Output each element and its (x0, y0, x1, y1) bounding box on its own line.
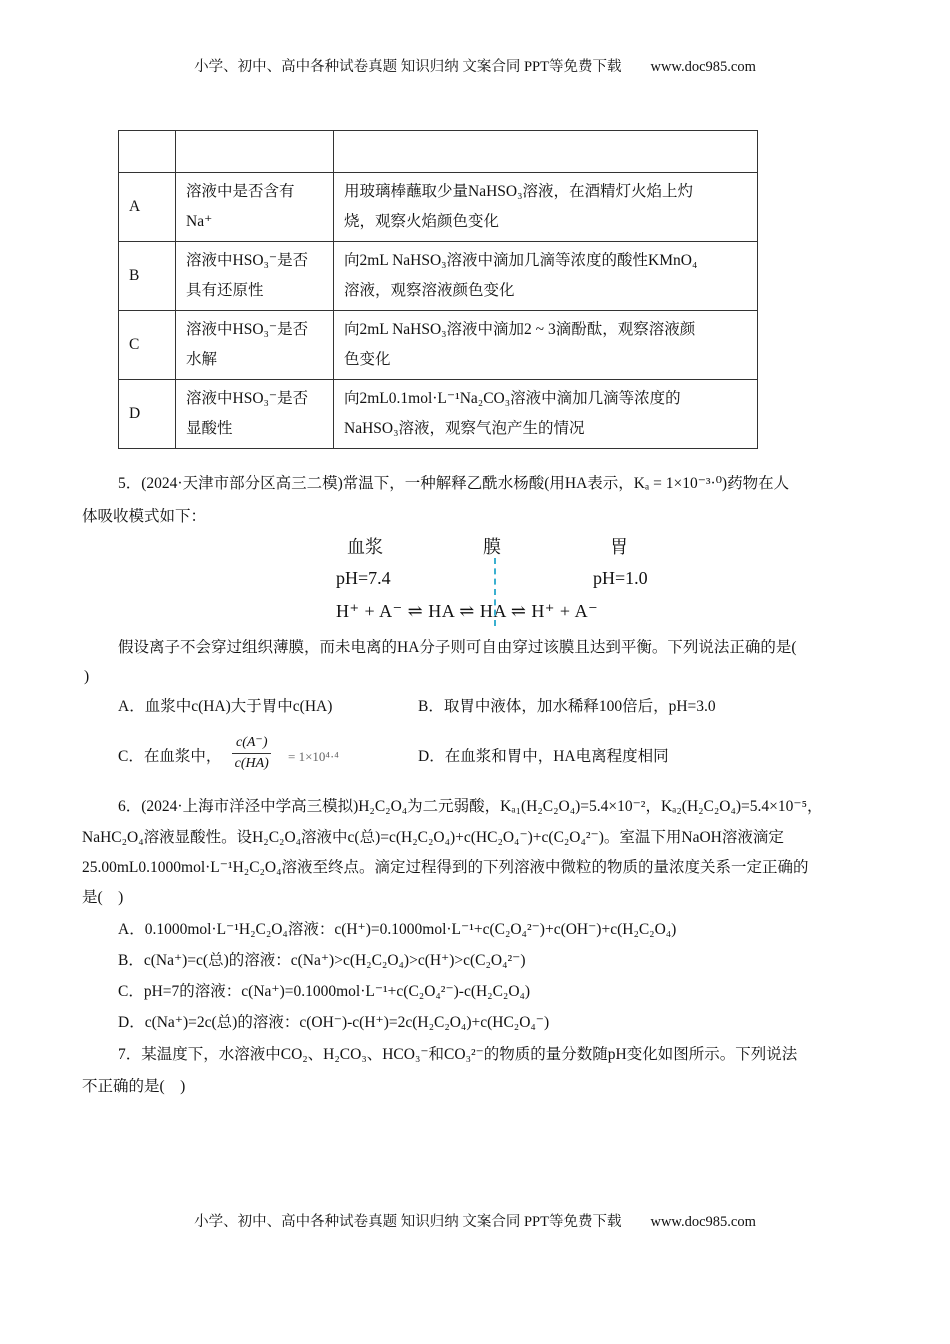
table-header-row (119, 131, 758, 173)
table-row (119, 173, 758, 242)
page-header (0, 57, 950, 77)
method-cell (334, 242, 758, 311)
q6-stem-line: 6．(2024·上海市洋泾中学高三模拟)H₂C₂O₄为二元弱酸，Kₐ₁(H₂C₂O₄)=5.4×10⁻²，Kₐ₂(H₂C₂O₄)=5.4×10⁻⁵， (118, 798, 823, 815)
table-row (119, 380, 758, 449)
q5-question: 假设离子不会穿过组织薄膜，而未电离的HA分子则可自由穿过该膜且达到平衡。下列说法正确的是( (118, 639, 797, 656)
q5-question: ) (84, 668, 90, 685)
table-row (119, 311, 758, 380)
q5-option-d: D．在血浆和胃中，HA电离程度相同 (418, 748, 669, 765)
footer-site: www.doc985.com (650, 1214, 756, 1230)
cell-line: 向2mL0.1mol·L⁻¹Na₂CO₃溶液中滴加几滴等浓度的 (344, 390, 681, 407)
diagram-stomach-ph: pH=1.0 (593, 568, 648, 588)
cell-line: 向2mL NaHSO₃溶液中滴加几滴等浓度的酸性KMnO₄ (344, 252, 698, 269)
purpose-cell (176, 242, 334, 311)
diagram-stomach-label: 胃 (610, 537, 628, 557)
experiment-table (118, 130, 758, 449)
cell-line: 色变化 (344, 351, 391, 368)
q5-stem-line: 体吸收模式如下： (82, 508, 207, 525)
row-label: A (119, 173, 176, 242)
fraction-denominator: c(HA) (234, 756, 269, 771)
q6-option-d: D．c(Na⁺)=2c(总)的溶液：c(OH⁻)-c(H⁺)=2c(H₂C₂O₄)+c(HC₂O₄⁻) (118, 1014, 550, 1031)
purpose-cell (176, 173, 334, 242)
method-cell (334, 173, 758, 242)
row-label: C (119, 311, 176, 380)
fraction-numerator: c(A⁻) (232, 733, 271, 754)
membrane-dashed-line (494, 558, 496, 626)
cell-line: 烧，观察火焰颜色变化 (344, 213, 500, 230)
q5-option-c: C．在血浆中， (118, 748, 222, 765)
cell-line: 水解 (186, 351, 218, 368)
q5-option-c-value: = 1×10⁴·⁴ (288, 749, 339, 764)
q7-stem-line: 不正确的是( ) (82, 1078, 186, 1095)
cell-line: 溶液中HSO₃⁻是否 (186, 321, 309, 338)
diagram-equilibrium: H⁺ + A⁻ ⇌ HA ⇌ HA ⇌ H⁺ + A⁻ (336, 601, 599, 621)
method-cell (334, 380, 758, 449)
q6-option-a: A．0.1000mol·L⁻¹H₂C₂O₄溶液：c(H⁺)=0.1000mol·L⁻¹+c(C₂O₄²⁻)+c(OH⁻)+c(H₂C₂O₄) (118, 921, 677, 938)
cell-line: 具有还原性 (186, 282, 264, 299)
table-row (119, 242, 758, 311)
page-footer (0, 1212, 950, 1232)
cell-line: 显酸性 (186, 420, 233, 437)
table-cell (119, 131, 176, 173)
header-site: www.doc985.com (650, 59, 756, 75)
row-label: D (119, 380, 176, 449)
q5-option-a: A．血浆中c(HA)大于胃中c(HA) (118, 698, 333, 715)
cell-line: 溶液中HSO₃⁻是否 (186, 252, 309, 269)
diagram-membrane-label: 膜 (483, 537, 501, 557)
q6-stem-line: 25.00mL0.1000mol·L⁻¹H₂C₂O₄溶液至终点。滴定过程得到的下列溶液中微粒的物质的量浓度关系一定正确的 (82, 859, 809, 876)
q6-stem-line: 是( ) (82, 889, 124, 906)
method-cell (334, 311, 758, 380)
table-cell (176, 131, 334, 173)
q6-option-b: B．c(Na⁺)=c(总)的溶液：c(Na⁺)>c(H₂C₂O₄)>c(H⁺)>c(C₂O₄²⁻) (118, 952, 526, 969)
cell-line: Na⁺ (186, 213, 213, 230)
header-text: 小学、初中、高中各种试卷真题 知识归纳 文案合同 PPT等免费下载 (194, 59, 622, 75)
q6-option-c: C．pH=7的溶液：c(Na⁺)=0.1000mol·L⁻¹+c(C₂O₄²⁻)-c(H₂C₂O₄) (118, 983, 531, 1000)
cell-line: 用玻璃棒蘸取少量NaHSO₃溶液，在酒精灯火焰上灼 (344, 183, 693, 200)
q5-option-c-fraction (232, 733, 271, 774)
q5-option-b: B．取胃中液体，加水稀释100倍后，pH=3.0 (418, 698, 716, 715)
q7-stem-line: 7．某温度下，水溶液中CO₂、H₂CO₃、HCO₃⁻和CO₃²⁻的物质的量分数随pH变化如图所示。下列说法 (118, 1046, 798, 1063)
cell-line: 溶液中HSO₃⁻是否 (186, 390, 309, 407)
purpose-cell (176, 380, 334, 449)
q6-stem-line: NaHC₂O₄溶液显酸性。设H₂C₂O₄溶液中c(总)=c(H₂C₂O₄)+c(HC₂O₄⁻)+c(C₂O₄²⁻)。室温下用NaOH溶液滴定 (82, 829, 784, 846)
diagram-plasma-label: 血浆 (347, 537, 383, 557)
footer-text: 小学、初中、高中各种试卷真题 知识归纳 文案合同 PPT等免费下载 (194, 1214, 622, 1230)
cell-line: NaHSO₃溶液，观察气泡产生的情况 (344, 420, 585, 437)
cell-line: 向2mL NaHSO₃溶液中滴加2 ~ 3滴酚酞，观察溶液颜 (344, 321, 696, 338)
diagram-plasma-ph: pH=7.4 (336, 568, 391, 588)
table-cell (334, 131, 758, 173)
purpose-cell (176, 311, 334, 380)
cell-line: 溶液中是否含有 (186, 183, 295, 200)
row-label: B (119, 242, 176, 311)
cell-line: 溶液，观察溶液颜色变化 (344, 282, 515, 299)
q5-stem-line: 5．(2024·天津市部分区高三二模)常温下，一种解释乙酰水杨酸(用HA表示，Kₐ = 1×10⁻³·⁰)药物在人 (118, 475, 790, 492)
